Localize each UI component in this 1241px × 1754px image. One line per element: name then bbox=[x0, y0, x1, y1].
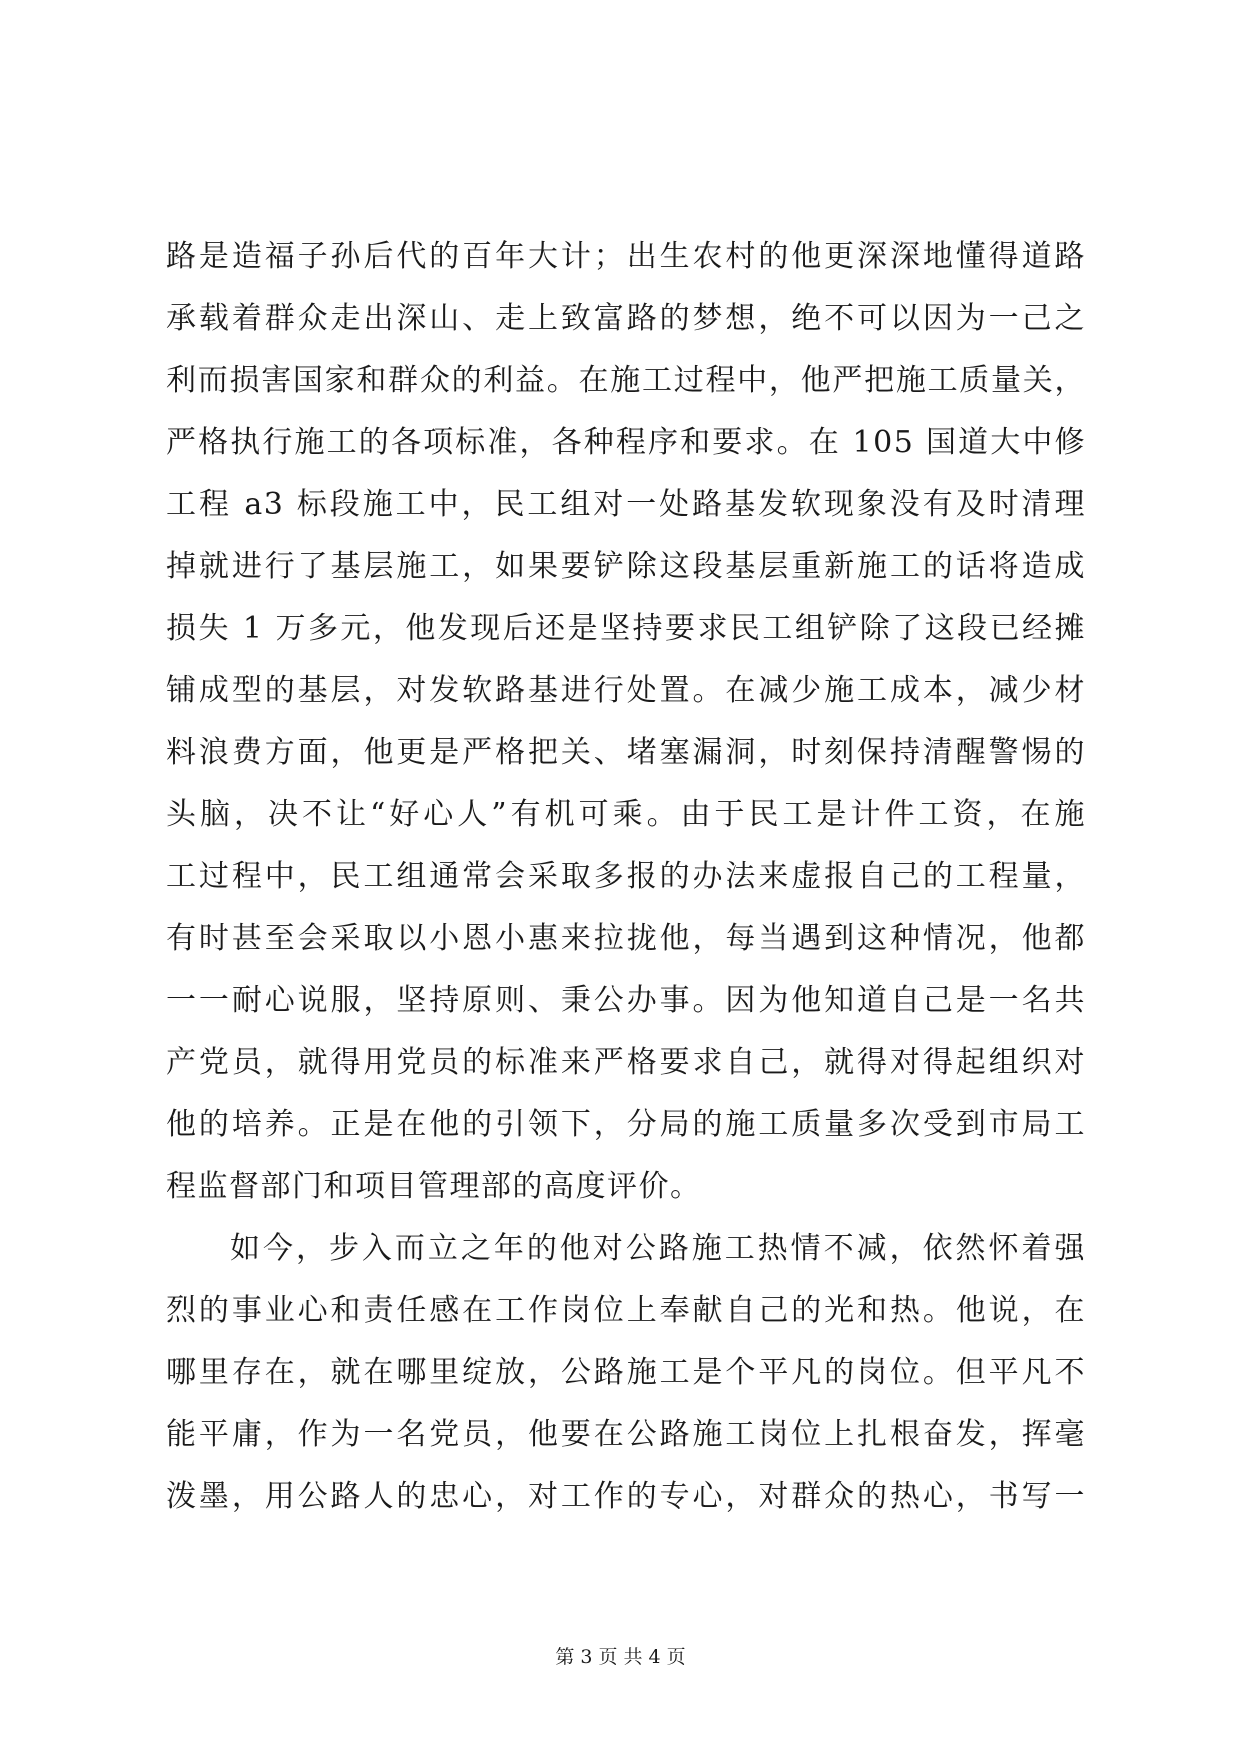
text-line: 程监督部门和项目管理部的高度评价。 bbox=[166, 1169, 702, 1204]
text-line: 利而损害国家和群众的利益。在施工过程中，他严把施工质量关， bbox=[166, 363, 1086, 398]
text-line: 掉就进行了基层施工，如果要铲除这段基层重新施工的话将造成 bbox=[166, 549, 1086, 584]
text-line: 铺成型的基层，对发软路基进行处置。在减少施工成本，减少材 bbox=[166, 673, 1086, 708]
body-text bbox=[166, 226, 1086, 1528]
text-line: 泼墨，用公路人的忠心，对工作的专心，对群众的热心，书写一 bbox=[166, 1479, 1086, 1514]
text-line: 他的培养。正是在他的引领下，分局的施工质量多次受到市局工 bbox=[166, 1107, 1086, 1142]
text-line: 工过程中，民工组通常会采取多报的办法来虚报自己的工程量， bbox=[166, 859, 1086, 894]
page-number-footer: 第 3 页 共 4 页 bbox=[555, 1646, 686, 1668]
text-line: 严格执行施工的各项标准，各种程序和要求。在 105 国道大中修 bbox=[166, 425, 1086, 460]
text-line: 料浪费方面，他更是严格把关、堵塞漏洞，时刻保持清醒警惕的 bbox=[166, 735, 1086, 770]
paragraph-first-line: 如今，步入而立之年的他对公路施工热情不减，依然怀着强 bbox=[230, 1231, 1086, 1266]
text-line: 损失 1 万多元，他发现后还是坚持要求民工组铲除了这段已经摊 bbox=[166, 611, 1086, 646]
text-line: 工程 a3 标段施工中，民工组对一处路基发软现象没有及时清理 bbox=[166, 487, 1086, 522]
text-line: 有时甚至会采取以小恩小惠来拉拢他，每当遇到这种情况，他都 bbox=[166, 921, 1086, 956]
text-line: 产党员，就得用党员的标准来严格要求自己，就得对得起组织对 bbox=[166, 1045, 1086, 1080]
text-line: 烈的事业心和责任感在工作岗位上奉献自己的光和热。他说，在 bbox=[166, 1293, 1086, 1328]
text-line: 能平庸，作为一名党员，他要在公路施工岗位上扎根奋发，挥毫 bbox=[166, 1417, 1086, 1452]
text-line: 承载着群众走出深山、走上致富路的梦想，绝不可以因为一己之 bbox=[166, 301, 1086, 336]
text-line: 路是造福子孙后代的百年大计；出生农村的他更深深地懂得道路 bbox=[166, 239, 1086, 274]
text-line: 一一耐心说服，坚持原则、秉公办事。因为他知道自己是一名共 bbox=[166, 983, 1086, 1018]
text-line: 头脑，决不让“好心人”有机可乘。由于民工是计件工资，在施 bbox=[166, 797, 1086, 832]
text-line: 哪里存在，就在哪里绽放，公路施工是个平凡的岗位。但平凡不 bbox=[166, 1355, 1086, 1390]
